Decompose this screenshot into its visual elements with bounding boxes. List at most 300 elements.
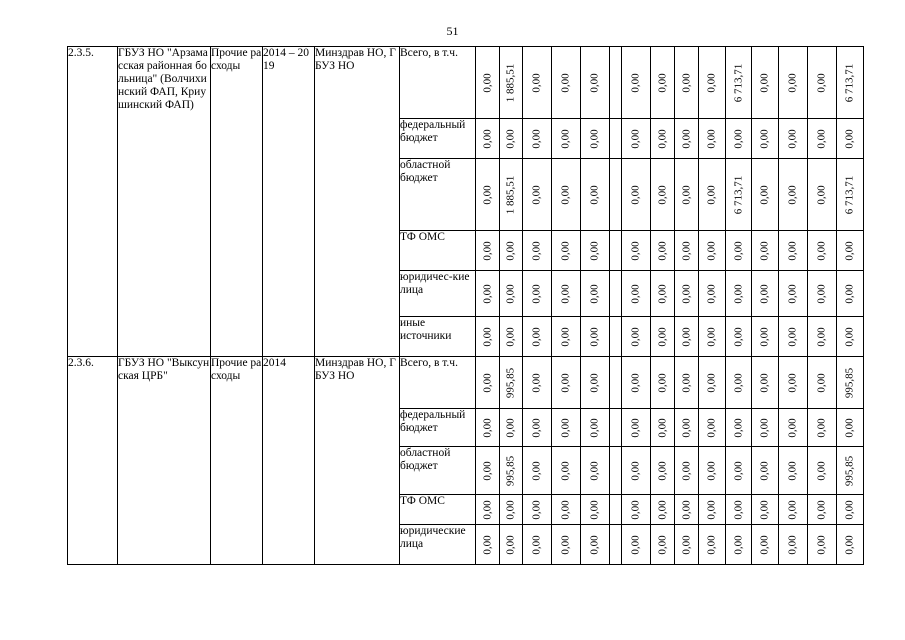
value-cell	[651, 271, 675, 317]
value-text: 0,00	[732, 460, 744, 481]
value-cell	[837, 495, 864, 525]
value-cell	[552, 271, 581, 317]
value-cell	[622, 47, 651, 119]
value-cell	[726, 159, 752, 231]
value-text: 0,00	[481, 499, 493, 520]
value-cell	[581, 47, 610, 119]
funding-source: Всего, в т.ч.	[400, 357, 476, 409]
executor: Минздрав НО, ГБУЗ НО	[315, 47, 400, 357]
value-text: 0,00	[629, 534, 642, 555]
value-text: 0,00	[786, 326, 799, 347]
value-cell	[808, 525, 837, 565]
value-text: 0,00	[559, 417, 572, 438]
value-cell	[476, 525, 500, 565]
value-text: 0,00	[815, 128, 828, 149]
value-text: 0,00	[758, 534, 771, 555]
value-cell	[779, 119, 808, 159]
value-cell	[699, 357, 726, 409]
value-cell	[523, 447, 552, 495]
value-text: 0,00	[504, 326, 517, 347]
value-text: 0,00	[481, 534, 493, 555]
value-cell	[651, 47, 675, 119]
value-cell	[476, 409, 500, 447]
value-cell	[675, 159, 699, 231]
value-text: 0,00	[815, 72, 828, 93]
value-text: 0,00	[843, 128, 856, 149]
value-cell	[523, 317, 552, 357]
value-text: 0,00	[758, 372, 771, 393]
value-cell	[476, 495, 500, 525]
value-text: 0,00	[530, 128, 543, 149]
value-text: 0,00	[705, 283, 718, 304]
value-cell	[500, 317, 523, 357]
value-cell	[500, 271, 523, 317]
value-text: 0,00	[786, 184, 799, 205]
value-text: 0,00	[656, 534, 668, 555]
value-text: 0,00	[758, 283, 771, 304]
value-text: 0,00	[629, 72, 642, 93]
value-text: 0,00	[530, 283, 543, 304]
value-cell	[808, 159, 837, 231]
value-cell	[651, 447, 675, 495]
value-cell	[500, 495, 523, 525]
value-text: 0,00	[705, 417, 718, 438]
value-text: 0,00	[504, 240, 517, 261]
value-text: 0,00	[758, 460, 771, 481]
value-cell	[726, 271, 752, 317]
value-text: 0,00	[843, 326, 856, 347]
value-cell	[808, 409, 837, 447]
value-text: 0,00	[530, 372, 543, 393]
value-text: 0,00	[815, 184, 828, 205]
value-text: 0,00	[705, 72, 718, 93]
value-text: 0,00	[481, 460, 493, 481]
value-cell	[699, 271, 726, 317]
value-text: 0,00	[504, 417, 517, 438]
value-cell	[808, 119, 837, 159]
value-cell	[837, 159, 864, 231]
value-cell	[808, 447, 837, 495]
value-cell	[581, 495, 610, 525]
value-cell	[752, 47, 779, 119]
value-cell	[476, 357, 500, 409]
value-text: 0,00	[530, 460, 543, 481]
value-cell	[808, 47, 837, 119]
value-cell	[651, 409, 675, 447]
value-cell	[622, 119, 651, 159]
column-gap	[610, 119, 622, 159]
value-text: 0,00	[588, 326, 601, 347]
value-cell	[581, 271, 610, 317]
value-cell	[523, 357, 552, 409]
value-cell	[752, 231, 779, 271]
expense-type: Прочие расходы	[211, 357, 263, 565]
value-cell	[752, 447, 779, 495]
organization-name: ГБУЗ НО "Арзамасская районная больница" (Волчихинский ФАП, Криушинский ФАП)	[118, 47, 211, 357]
value-cell	[622, 159, 651, 231]
value-text: 995,85	[843, 367, 856, 398]
value-cell	[837, 409, 864, 447]
value-cell	[699, 47, 726, 119]
value-text: 0,00	[629, 499, 642, 520]
value-cell	[726, 409, 752, 447]
column-gap	[610, 159, 622, 231]
value-cell	[699, 231, 726, 271]
value-cell	[523, 231, 552, 271]
value-text: 0,00	[530, 326, 543, 347]
value-text: 0,00	[680, 534, 692, 555]
value-cell	[675, 231, 699, 271]
value-cell	[837, 525, 864, 565]
value-cell	[675, 271, 699, 317]
value-text: 0,00	[732, 128, 744, 149]
funding-source: областной бюджет	[400, 447, 476, 495]
value-text: 0,00	[656, 372, 668, 393]
value-cell	[726, 47, 752, 119]
value-cell	[726, 119, 752, 159]
column-gap	[610, 47, 622, 119]
value-text: 0,00	[530, 417, 543, 438]
value-text: 0,00	[588, 417, 601, 438]
value-text: 0,00	[656, 72, 668, 93]
value-cell	[779, 231, 808, 271]
value-text: 6 713,71	[732, 175, 744, 214]
budget-table	[67, 46, 864, 565]
value-text: 0,00	[843, 417, 856, 438]
organization-name: ГБУЗ НО "Выксунская ЦРБ"	[118, 357, 211, 565]
value-cell	[752, 525, 779, 565]
value-text: 0,00	[705, 460, 718, 481]
value-text: 0,00	[530, 72, 543, 93]
value-cell	[500, 447, 523, 495]
column-gap	[610, 447, 622, 495]
value-cell	[837, 447, 864, 495]
value-text: 0,00	[758, 72, 771, 93]
value-cell	[651, 357, 675, 409]
value-cell	[622, 409, 651, 447]
value-cell	[622, 447, 651, 495]
value-text: 0,00	[705, 184, 718, 205]
value-text: 0,00	[732, 499, 744, 520]
value-text: 0,00	[815, 460, 828, 481]
value-cell	[622, 525, 651, 565]
value-cell	[808, 231, 837, 271]
value-cell	[699, 119, 726, 159]
value-text: 0,00	[705, 240, 718, 261]
value-text: 0,00	[481, 72, 493, 93]
value-cell	[726, 357, 752, 409]
value-text: 0,00	[680, 128, 692, 149]
value-text: 0,00	[559, 326, 572, 347]
value-cell	[476, 447, 500, 495]
value-text: 0,00	[629, 372, 642, 393]
value-cell	[752, 317, 779, 357]
value-text: 0,00	[559, 72, 572, 93]
value-text: 0,00	[705, 499, 718, 520]
value-text: 0,00	[815, 417, 828, 438]
value-text: 0,00	[680, 417, 692, 438]
value-cell	[552, 447, 581, 495]
value-text: 0,00	[815, 534, 828, 555]
value-cell	[476, 119, 500, 159]
funding-source: областной бюджет	[400, 159, 476, 231]
value-text: 0,00	[629, 184, 642, 205]
value-text: 0,00	[786, 72, 799, 93]
value-cell	[552, 119, 581, 159]
value-cell	[699, 409, 726, 447]
funding-source: иные источники	[400, 317, 476, 357]
period: 2014 – 2019	[263, 47, 315, 357]
value-text: 0,00	[705, 128, 718, 149]
value-text: 0,00	[758, 184, 771, 205]
value-text: 0,00	[481, 326, 493, 347]
value-text: 0,00	[843, 283, 856, 304]
value-cell	[622, 271, 651, 317]
value-text: 0,00	[680, 460, 692, 481]
value-cell	[779, 159, 808, 231]
value-text: 0,00	[786, 460, 799, 481]
value-text: 0,00	[629, 326, 642, 347]
value-text: 0,00	[758, 499, 771, 520]
value-cell	[779, 357, 808, 409]
value-text: 0,00	[815, 283, 828, 304]
value-cell	[675, 447, 699, 495]
value-text: 0,00	[481, 417, 493, 438]
value-cell	[699, 525, 726, 565]
column-gap	[610, 231, 622, 271]
value-text: 0,00	[815, 372, 828, 393]
value-text: 0,00	[732, 417, 744, 438]
value-cell	[752, 495, 779, 525]
value-cell	[523, 159, 552, 231]
value-text: 0,00	[786, 283, 799, 304]
value-cell	[500, 47, 523, 119]
value-text: 0,00	[588, 240, 601, 261]
value-text: 0,00	[705, 326, 718, 347]
value-text: 0,00	[656, 460, 668, 481]
value-cell	[552, 357, 581, 409]
value-text: 0,00	[656, 240, 668, 261]
value-cell	[476, 159, 500, 231]
value-text: 0,00	[656, 417, 668, 438]
value-text: 0,00	[732, 534, 744, 555]
period: 2014	[263, 357, 315, 565]
value-cell	[699, 159, 726, 231]
value-text: 0,00	[656, 326, 668, 347]
value-text: 0,00	[758, 417, 771, 438]
value-text: 0,00	[481, 184, 493, 205]
value-text: 0,00	[680, 372, 692, 393]
value-text: 0,00	[559, 372, 572, 393]
value-cell	[651, 159, 675, 231]
value-text: 0,00	[588, 72, 601, 93]
value-text: 0,00	[680, 184, 692, 205]
value-text: 0,00	[629, 128, 642, 149]
value-text: 0,00	[588, 460, 601, 481]
value-cell	[523, 47, 552, 119]
value-text: 0,00	[680, 326, 692, 347]
value-text: 0,00	[530, 534, 543, 555]
value-cell	[651, 231, 675, 271]
value-text: 0,00	[680, 499, 692, 520]
value-text: 0,00	[559, 128, 572, 149]
value-cell	[779, 271, 808, 317]
value-text: 0,00	[629, 460, 642, 481]
value-cell	[779, 447, 808, 495]
value-cell	[808, 357, 837, 409]
value-text: 0,00	[481, 372, 493, 393]
executor: Минздрав НО, ГБУЗ НО	[315, 357, 400, 565]
value-cell	[552, 495, 581, 525]
value-cell	[500, 525, 523, 565]
value-cell	[622, 231, 651, 271]
value-cell	[752, 357, 779, 409]
value-cell	[581, 119, 610, 159]
value-text: 0,00	[732, 240, 744, 261]
value-cell	[726, 495, 752, 525]
value-text: 0,00	[559, 283, 572, 304]
value-cell	[752, 409, 779, 447]
value-text: 0,00	[588, 184, 601, 205]
value-cell	[523, 271, 552, 317]
value-cell	[808, 495, 837, 525]
value-text: 0,00	[504, 128, 517, 149]
value-cell	[552, 525, 581, 565]
value-text: 1 885,51	[504, 175, 517, 214]
value-cell	[500, 231, 523, 271]
value-text: 0,00	[530, 240, 543, 261]
value-cell	[500, 159, 523, 231]
value-cell	[779, 317, 808, 357]
value-cell	[581, 409, 610, 447]
funding-source: федеральный бюджет	[400, 409, 476, 447]
value-cell	[552, 159, 581, 231]
column-gap	[610, 525, 622, 565]
value-text: 0,00	[588, 499, 601, 520]
value-cell	[837, 47, 864, 119]
value-cell	[581, 231, 610, 271]
column-gap	[610, 495, 622, 525]
value-cell	[837, 271, 864, 317]
value-cell	[837, 231, 864, 271]
funding-source: ТФ ОМС	[400, 495, 476, 525]
value-text: 0,00	[629, 240, 642, 261]
value-text: 0,00	[530, 499, 543, 520]
value-text: 0,00	[680, 283, 692, 304]
value-text: 0,00	[588, 372, 601, 393]
page-number: 51	[446, 24, 459, 38]
value-text: 0,00	[786, 499, 799, 520]
value-text: 6 713,71	[732, 63, 744, 102]
value-cell	[651, 317, 675, 357]
column-gap	[610, 409, 622, 447]
value-text: 0,00	[786, 240, 799, 261]
value-cell	[726, 317, 752, 357]
value-cell	[552, 317, 581, 357]
value-cell	[581, 447, 610, 495]
value-text: 0,00	[656, 283, 668, 304]
value-text: 0,00	[559, 240, 572, 261]
expense-type: Прочие расходы	[211, 47, 263, 357]
value-cell	[752, 271, 779, 317]
column-gap	[610, 317, 622, 357]
value-text: 0,00	[705, 372, 718, 393]
value-text: 0,00	[758, 326, 771, 347]
value-cell	[581, 357, 610, 409]
value-text: 0,00	[559, 184, 572, 205]
value-cell	[675, 525, 699, 565]
value-cell	[523, 119, 552, 159]
funding-source: юридические лица	[400, 525, 476, 565]
item-code: 2.3.5.	[68, 47, 118, 357]
value-text: 0,00	[559, 534, 572, 555]
value-cell	[552, 231, 581, 271]
value-text: 0,00	[481, 128, 493, 149]
value-text: 995,85	[504, 455, 517, 486]
value-cell	[622, 357, 651, 409]
value-text: 0,00	[656, 128, 668, 149]
value-cell	[523, 409, 552, 447]
value-text: 0,00	[786, 128, 799, 149]
value-text: 1 885,51	[504, 63, 517, 102]
value-text: 0,00	[629, 417, 642, 438]
value-text: 0,00	[504, 499, 517, 520]
value-text: 0,00	[732, 326, 744, 347]
column-gap	[610, 357, 622, 409]
table-row	[68, 47, 864, 119]
value-cell	[581, 525, 610, 565]
value-text: 0,00	[656, 184, 668, 205]
funding-source: ТФ ОМС	[400, 231, 476, 271]
value-text: 0,00	[843, 534, 856, 555]
value-text: 0,00	[815, 499, 828, 520]
value-cell	[675, 119, 699, 159]
value-text: 0,00	[815, 240, 828, 261]
value-text: 0,00	[530, 184, 543, 205]
funding-source: федеральный бюджет	[400, 119, 476, 159]
funding-source: юридичес-кие лица	[400, 271, 476, 317]
value-cell	[476, 47, 500, 119]
value-text: 0,00	[481, 240, 493, 261]
value-text: 995,85	[504, 367, 517, 398]
value-cell	[581, 159, 610, 231]
value-cell	[476, 317, 500, 357]
value-cell	[622, 317, 651, 357]
value-text: 6 713,71	[843, 63, 856, 102]
value-text: 0,00	[705, 534, 718, 555]
value-text: 0,00	[656, 499, 668, 520]
value-cell	[675, 317, 699, 357]
value-cell	[675, 47, 699, 119]
value-text: 0,00	[629, 283, 642, 304]
value-text: 0,00	[843, 240, 856, 261]
value-text: 0,00	[758, 128, 771, 149]
value-text: 0,00	[504, 283, 517, 304]
value-cell	[752, 119, 779, 159]
value-text: 0,00	[758, 240, 771, 261]
value-cell	[675, 495, 699, 525]
value-text: 0,00	[588, 283, 601, 304]
value-text: 0,00	[786, 534, 799, 555]
table-body	[68, 47, 864, 565]
value-cell	[500, 409, 523, 447]
value-cell	[581, 317, 610, 357]
value-cell	[779, 525, 808, 565]
value-cell	[808, 271, 837, 317]
value-text: 0,00	[786, 417, 799, 438]
funding-source: Всего, в т.ч.	[400, 47, 476, 119]
value-cell	[651, 525, 675, 565]
